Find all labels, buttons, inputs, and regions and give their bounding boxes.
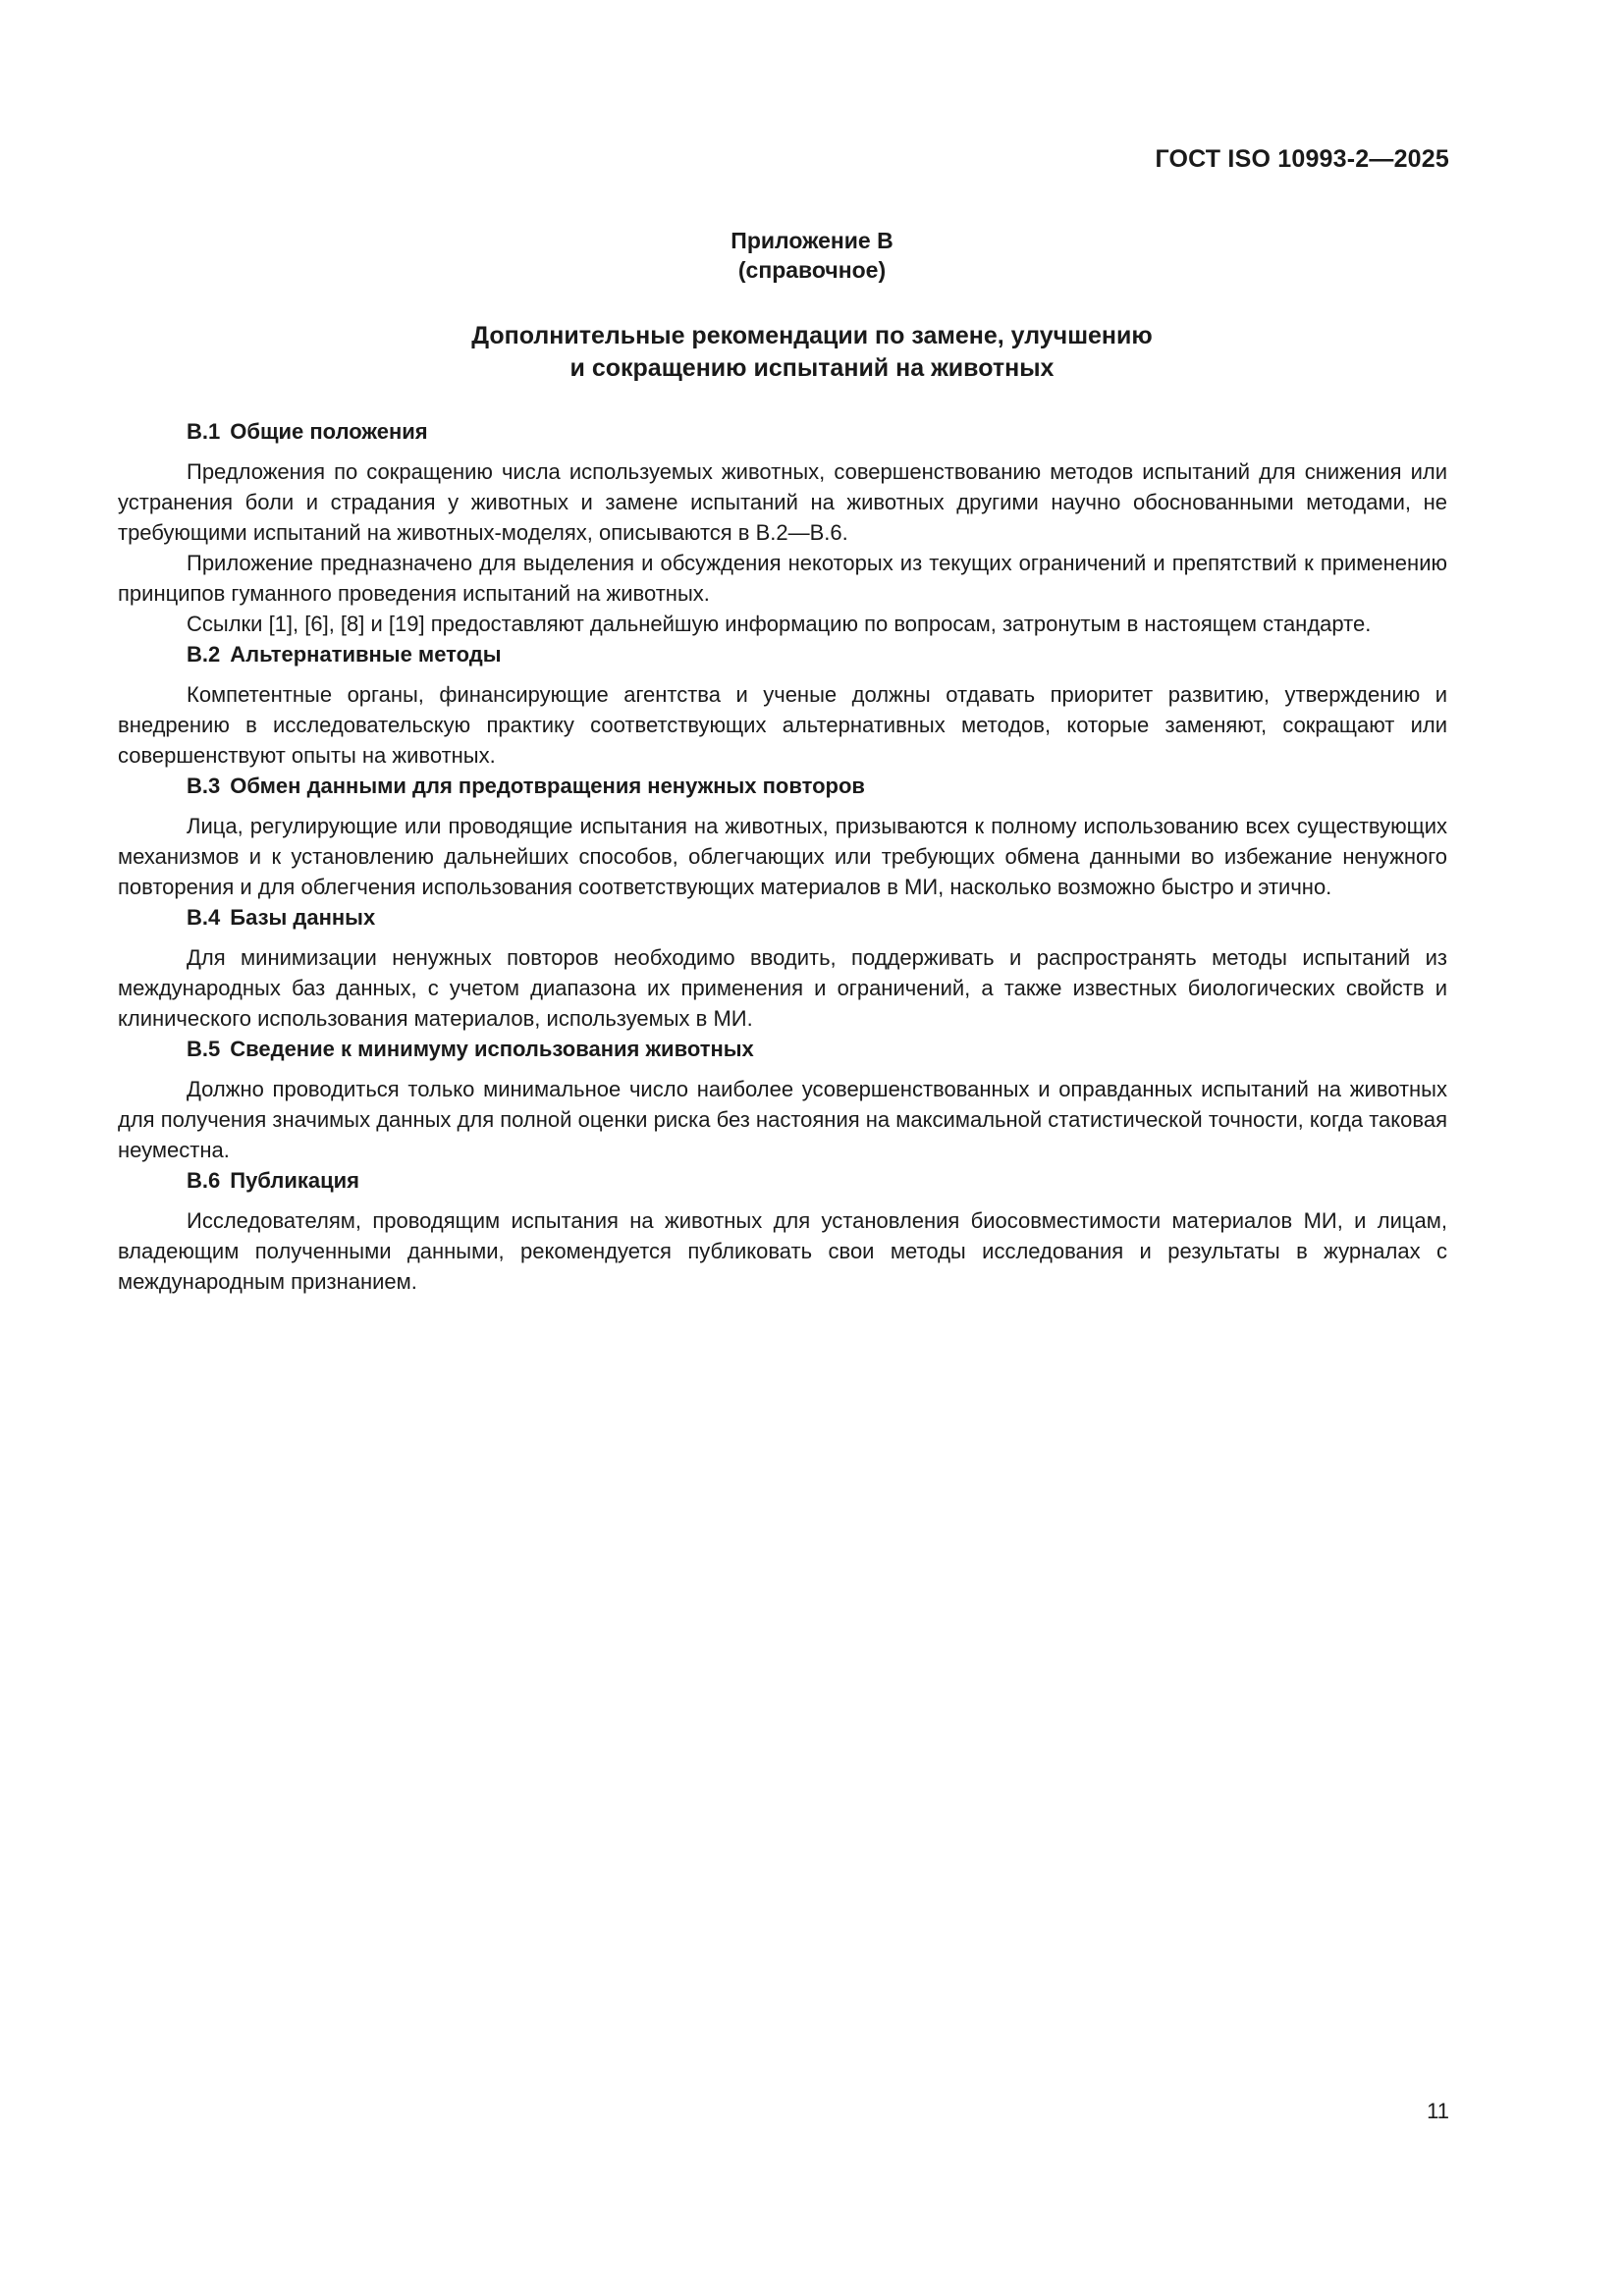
appendix-label: Приложение В xyxy=(731,228,893,253)
paragraph: Исследователям, проводящим испытания на животных для установления биосовместимости материалов МИ, и лицам, владеющим полученными данными, рекомендуется публиковать свои методы исследования и результаты в журналах с международным признанием. xyxy=(118,1208,1447,1294)
paragraph: Для минимизации ненужных повторов необходимо вводить, поддерживать и распространять методы испытаний из международных баз данных, с учетом диапазона их применения и ограничений, а также известных биологических свойств и клинического использования материалов, используемых в МИ. xyxy=(118,945,1447,1031)
section-number: В.4 xyxy=(187,905,221,930)
section-b1 xyxy=(118,416,1447,639)
section-title: Общие положения xyxy=(230,419,428,444)
section-b2 xyxy=(118,639,1447,771)
section-title: Базы данных xyxy=(230,905,376,930)
appendix-heading xyxy=(118,226,1506,285)
paragraph: Предложения по сокращению числа используемых животных, совершенствованию методов испытаний для снижения или устранения боли и страдания у животных и замене испытаний на животных другими научно обоснованными методами, не требующими испытаний на животных-моделях, описываются в В.2—В.6. xyxy=(118,459,1447,545)
paragraph: Компетентные органы, финансирующие агентства и ученые должны отдавать приоритет развитию, утверждению и внедрению в исследовательскую практику соответствующих альтернативных методов, которые заменяют, сокращают или совершенствуют опыты на животных. xyxy=(118,682,1447,768)
section-heading xyxy=(118,771,1447,801)
section-b4 xyxy=(118,902,1447,1034)
document-body xyxy=(118,416,1447,1297)
section-heading xyxy=(118,639,1447,669)
section-number: В.6 xyxy=(187,1168,221,1193)
paragraph: Лица, регулирующие или проводящие испытания на животных, призываются к полному использованию всех существующих механизмов и к установлению дальнейших способов, облегчающих или требующих обмена данными во избежание ненужного повторения и для облегчения использования соответствующих материалов в МИ, насколько возможно быстро и этично. xyxy=(118,814,1447,899)
section-title: Альтернативные методы xyxy=(230,642,502,667)
section-heading xyxy=(118,902,1447,933)
appendix-title-line-2: и сокращению испытаний на животных xyxy=(569,354,1055,382)
section-title: Сведение к минимуму использования животных xyxy=(230,1037,754,1061)
section-number: В.3 xyxy=(187,774,221,798)
section-heading xyxy=(118,416,1447,447)
section-title: Публикация xyxy=(230,1168,359,1193)
section-number: В.1 xyxy=(187,419,221,444)
section-b3 xyxy=(118,771,1447,902)
section-number: В.5 xyxy=(187,1037,221,1061)
paragraph: Ссылки [1], [6], [8] и [19] предоставляют дальнейшую информацию по вопросам, затронутым в настоящем стандарте. xyxy=(187,612,1372,636)
page-number: 11 xyxy=(1427,2099,1449,2123)
section-heading xyxy=(118,1165,1447,1196)
section-number: В.2 xyxy=(187,642,221,667)
section-title: Обмен данными для предотвращения ненужных повторов xyxy=(230,774,865,798)
section-heading xyxy=(118,1034,1447,1064)
section-b5 xyxy=(118,1034,1447,1165)
appendix-title-line-1: Дополнительные рекомендации по замене, улучшению xyxy=(471,322,1153,349)
section-b6 xyxy=(118,1165,1447,1297)
appendix-kind: (справочное) xyxy=(737,257,887,283)
appendix-title xyxy=(118,320,1506,385)
paragraph: Должно проводиться только минимальное число наиболее усовершенствованных и оправданных испытаний на животных для получения значимых данных для полной оценки риска без настояния на максимальной статистической точности, когда таковая неуместна. xyxy=(118,1077,1447,1162)
document-code: ГОСТ ISO 10993-2—2025 xyxy=(1155,145,1449,173)
paragraph: Приложение предназначено для выделения и обсуждения некоторых из текущих ограничений и препятствий к применению принципов гуманного проведения испытаний на животных. xyxy=(118,551,1447,606)
